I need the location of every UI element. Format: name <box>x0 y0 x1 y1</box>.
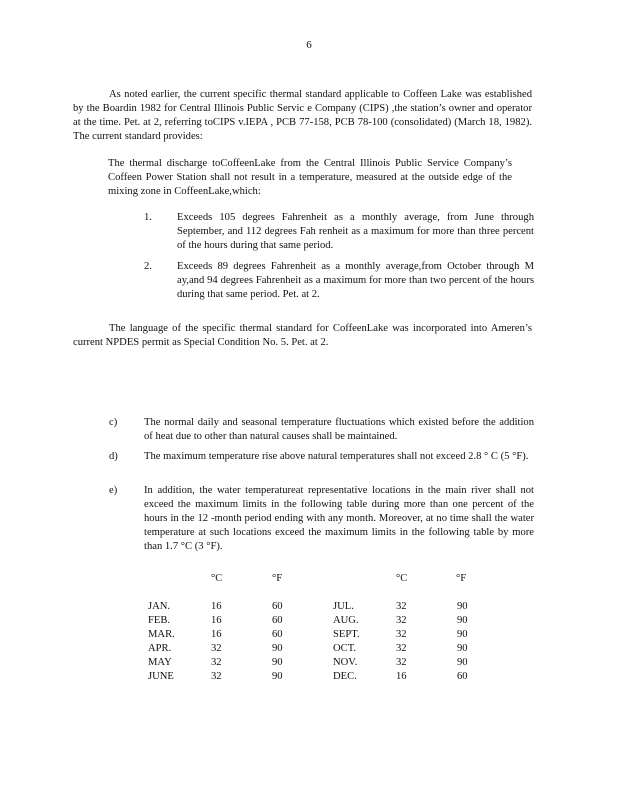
header-celsius-right: °C <box>396 573 408 584</box>
table-celsius: 16 <box>211 629 222 640</box>
regulation-text: The normal daily and seasonal temperature fluctuations which existed before the addition of heat due to other than natural causes shall be maintained. <box>144 417 534 442</box>
table-month: MAY <box>148 657 172 668</box>
table-fahrenheit: 90 <box>457 657 468 668</box>
header-celsius-left: °C <box>211 573 223 584</box>
table-fahrenheit: 90 <box>457 643 468 654</box>
table-celsius: 32 <box>211 657 222 668</box>
regulation-text: The maximum temperature rise above natural temperatures shall not exceed 2.8 ° C (5 °F). <box>144 451 529 462</box>
table-celsius: 16 <box>211 615 222 626</box>
regulation-item-c <box>109 416 534 444</box>
intro-paragraph: As noted earlier, the current specific thermal standard applicable to Coffeen Lake was established by the Boardin 1982 for Central Illinois Public Servic e Company (CIPS) ,the station’s owner and operator at the time. Pet. at 2, referring toCIPS v.IEPA , PCB 77-158, PCB 78-100 (consolidated) (March 18, 1982). The current standard provides: <box>73 89 532 142</box>
regulation-item-d <box>109 450 534 478</box>
table-fahrenheit: 90 <box>272 643 283 654</box>
regulation-label: d) <box>109 451 118 462</box>
table-fahrenheit: 60 <box>457 671 468 682</box>
standard-condition-1 <box>144 211 534 253</box>
table-fahrenheit: 90 <box>272 657 283 668</box>
table-month: MAR. <box>148 629 175 640</box>
table-celsius: 32 <box>211 643 222 654</box>
regulation-text: In addition, the water temperatureat representative locations in the main river shall not exceed the maximum limits in the following table during more than one percent of the hours in the 12 -month period ending with any month. Moreover, at no time shall the water temperature at such locations exceed the maximum limits in the following table by more than 1.7 °C (3 °F). <box>144 485 534 552</box>
table-celsius: 32 <box>211 671 222 682</box>
condition-number: 1. <box>144 212 152 223</box>
table-celsius: 16 <box>396 671 407 682</box>
table-celsius: 32 <box>396 629 407 640</box>
table-fahrenheit: 60 <box>272 615 283 626</box>
table-month: DEC. <box>333 671 357 682</box>
condition-text: Exceeds 105 degrees Fahrenheit as a monthly average, from June through September, and 112 degrees Fah renheit as a maximum for more than three percent of the hours during that same period. <box>177 212 534 251</box>
permit-paragraph: The language of the specific thermal standard for CoffeenLake was incorporated into Ameren’s current NPDES permit as Special Condition No. 5. Pet. at 2. <box>73 323 532 348</box>
quoted-standard: The thermal discharge toCoffeenLake from the Central Illinois Public Service Company’s Coffeen Power Station shall not result in a temperature, measured at the outside edge of the mixing zone in CoffeenLake,which: <box>108 158 512 197</box>
table-fahrenheit: 90 <box>457 601 468 612</box>
table-fahrenheit: 60 <box>272 629 283 640</box>
table-fahrenheit: 60 <box>272 601 283 612</box>
table-celsius: 32 <box>396 615 407 626</box>
table-month: APR. <box>148 643 172 654</box>
table-fahrenheit: 90 <box>272 671 283 682</box>
table-month: JAN. <box>148 601 171 612</box>
regulation-label: c) <box>109 417 118 428</box>
regulation-label: e) <box>109 485 118 496</box>
condition-text: Exceeds 89 degrees Fahrenheit as a monthly average,from October through M ay,and 94 degrees Fahrenheit as a maximum for more than two percent of the hours during that same period. Pet. at 2. <box>177 261 534 300</box>
table-celsius: 32 <box>396 601 407 612</box>
page-number: 6 <box>306 39 312 51</box>
regulation-item-e <box>109 484 534 554</box>
table-fahrenheit: 90 <box>457 615 468 626</box>
table-month: AUG. <box>333 615 359 626</box>
header-fahrenheit-right: °F <box>456 573 467 584</box>
table-month: OCT. <box>333 643 357 654</box>
standard-condition-2 <box>144 260 534 302</box>
table-month: SEPT. <box>333 629 360 640</box>
header-fahrenheit-left: °F <box>272 573 283 584</box>
table-month: FEB. <box>148 615 171 626</box>
table-celsius: 32 <box>396 643 407 654</box>
condition-number: 2. <box>144 261 152 272</box>
table-fahrenheit: 90 <box>457 629 468 640</box>
table-celsius: 32 <box>396 657 407 668</box>
table-month: NOV. <box>333 657 358 668</box>
table-month: JUNE <box>148 671 174 682</box>
table-month: JUL. <box>333 601 354 612</box>
table-celsius: 16 <box>211 601 222 612</box>
